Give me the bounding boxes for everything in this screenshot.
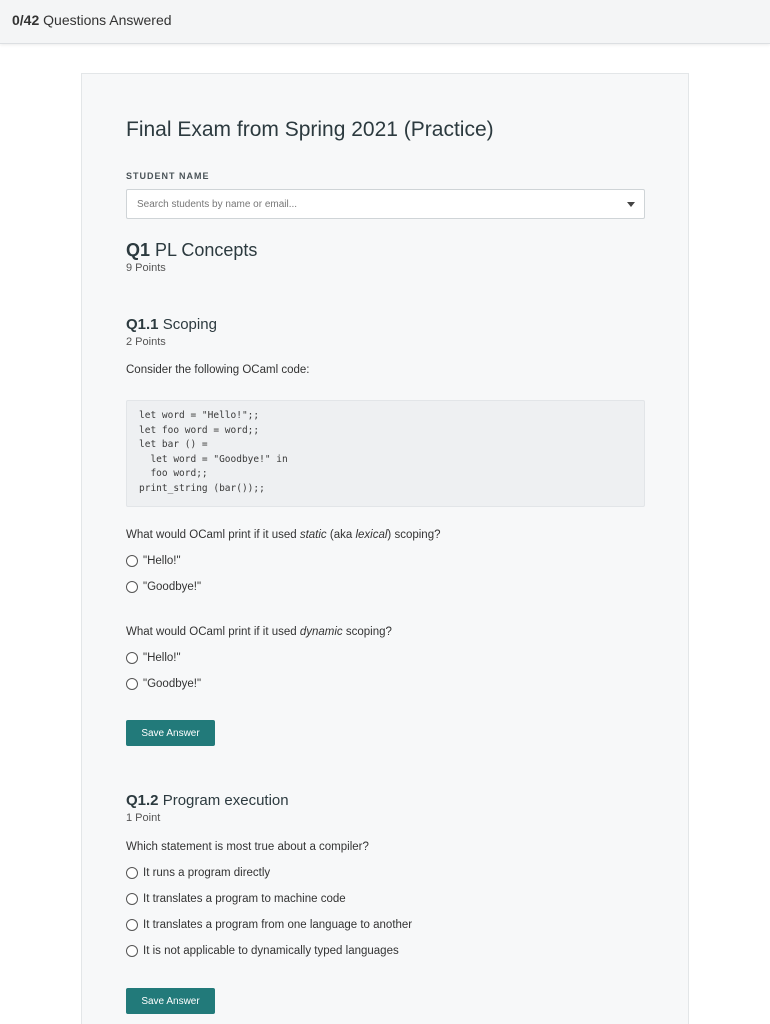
radio-button[interactable] — [126, 893, 138, 905]
radio-option-label[interactable]: "Hello!" — [143, 555, 181, 567]
part-a-prefix: What would OCaml print if it used — [126, 529, 300, 541]
student-name-label: STUDENT NAME — [126, 171, 210, 181]
radio-button[interactable] — [126, 919, 138, 931]
exam-title: Final Exam from Spring 2021 (Practice) — [126, 118, 494, 141]
part-a-emphasis-static: static — [299, 529, 327, 541]
part-b-suffix: scoping? — [342, 626, 392, 638]
question-1-2-points: 1 Point — [126, 812, 161, 824]
question-1-1-title — [126, 316, 217, 333]
student-search-input[interactable] — [127, 190, 607, 218]
radio-option-label[interactable]: "Hello!" — [143, 652, 181, 664]
answered-label: Questions Answered — [39, 12, 172, 28]
radio-option[interactable] — [126, 941, 412, 961]
question-1-2-prompt: Which statement is most true about a compiler? — [126, 841, 369, 853]
radio-option[interactable] — [126, 648, 201, 668]
part-a-suffix: ) scoping? — [387, 529, 441, 541]
question-1-title — [126, 240, 257, 261]
question-1-2-title — [126, 792, 289, 809]
radio-option[interactable] — [126, 889, 412, 909]
part-a-mid: (aka — [326, 529, 356, 541]
radio-button[interactable] — [126, 945, 138, 957]
radio-option-label[interactable]: "Goodbye!" — [143, 678, 202, 690]
radio-option[interactable] — [126, 551, 201, 571]
radio-option[interactable] — [126, 863, 412, 883]
progress-header — [0, 0, 770, 44]
part-a-emphasis-lexical: lexical — [355, 529, 388, 541]
student-select[interactable] — [126, 189, 645, 219]
radio-button[interactable] — [126, 555, 138, 567]
question-1-1-points: 2 Points — [126, 336, 166, 348]
radio-option-label[interactable]: It is not applicable to dynamically typed languages — [143, 945, 399, 957]
part-b-emphasis-dynamic: dynamic — [299, 626, 343, 638]
question-1-1-label: Scoping — [158, 316, 217, 333]
questions-answered-counter — [12, 12, 172, 28]
radio-option[interactable] — [126, 915, 412, 935]
answered-count: 0/42 — [12, 12, 40, 28]
question-1-points: 9 Points — [126, 262, 166, 274]
question-1-2-number: Q1.2 — [126, 792, 159, 809]
question-1-1-intro: Consider the following OCaml code: — [126, 364, 310, 376]
radio-button[interactable] — [126, 678, 138, 690]
part-b-prefix: What would OCaml print if it used — [126, 626, 300, 638]
radio-button[interactable] — [126, 581, 138, 593]
part-b-options — [126, 648, 201, 694]
code-block — [126, 400, 645, 507]
save-answer-button[interactable]: Save Answer — [126, 988, 215, 1014]
question-1-1-number: Q1.1 — [126, 316, 159, 333]
radio-button[interactable] — [126, 867, 138, 879]
question-1-2-label: Program execution — [158, 792, 289, 809]
question-1-1-part-a-prompt — [126, 529, 440, 541]
radio-option-label[interactable]: It runs a program directly — [143, 867, 271, 879]
save-answer-button[interactable]: Save Answer — [126, 720, 215, 746]
radio-button[interactable] — [126, 652, 138, 664]
radio-option-label[interactable]: It translates a program to machine code — [143, 893, 346, 905]
radio-option[interactable] — [126, 577, 201, 597]
ocaml-code: let word = "Hello!";; let foo word = word;; let bar () = let word = "Goodbye!" in foo word;; print_string (bar());; — [139, 410, 288, 494]
question-1-1-part-b-prompt — [126, 626, 392, 638]
radio-option[interactable] — [126, 674, 201, 694]
chevron-down-icon[interactable] — [627, 202, 635, 207]
question-1-2-options — [126, 863, 412, 961]
radio-option-label[interactable]: "Goodbye!" — [143, 581, 202, 593]
radio-option-label[interactable]: It translates a program from one language to another — [143, 919, 413, 931]
exam-card — [81, 73, 689, 1024]
question-1-number: Q1 — [126, 240, 151, 260]
part-a-options — [126, 551, 201, 597]
question-1-label: PL Concepts — [150, 240, 258, 260]
